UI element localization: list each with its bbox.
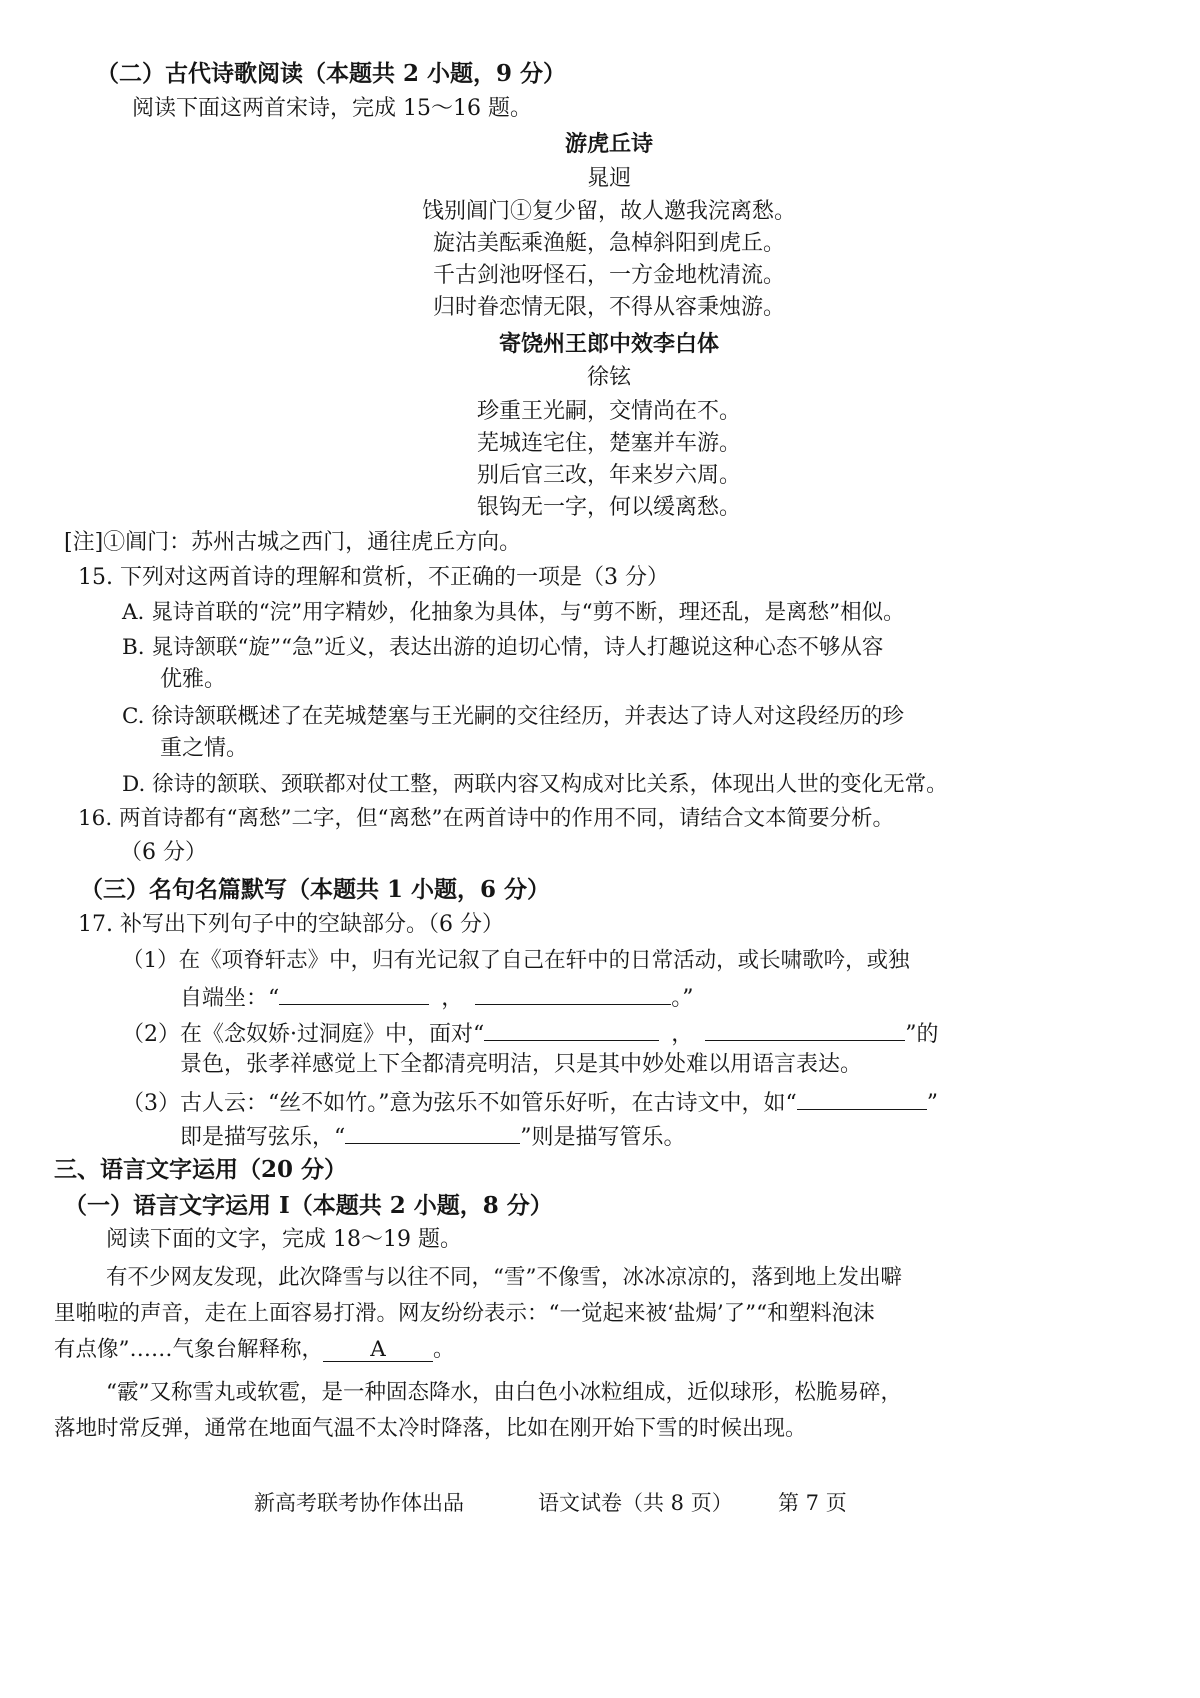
answer-blank[interactable] bbox=[475, 984, 671, 1005]
question-17-part3 bbox=[122, 1089, 938, 1115]
question-17-part2-text: （2）在《念奴娇·过洞庭》中，面对“ bbox=[122, 1022, 485, 1047]
question-15-option-d: D. 徐诗的颔联、颈联都对仗工整，两联内容又构成对比关系，体现出人世的变化无常。 bbox=[122, 772, 948, 797]
question-15-stem: 15. 下列对这两首诗的理解和赏析，不正确的一项是（3 分） bbox=[78, 565, 669, 590]
question-16-points: （6 分） bbox=[120, 840, 207, 865]
answer-blank[interactable] bbox=[797, 1089, 927, 1110]
answer-blank[interactable] bbox=[279, 984, 429, 1005]
subsection-heading: （一）语言文字运用 Ⅰ（本题共 2 小题，8 分） bbox=[64, 1192, 553, 1219]
comma: ， bbox=[671, 1022, 694, 1047]
section-heading-recitation: （三）名句名篇默写（本题共 1 小题，6 分） bbox=[80, 876, 551, 903]
footnote: [注]①阊门：苏州古城之西门，通往虎丘方向。 bbox=[64, 530, 522, 555]
poem2-line: 别后官三改，年来岁六周。 bbox=[476, 463, 741, 488]
question-15-option-b: B. 晁诗颔联“旋”“急”近义，表达出游的迫切心情，诗人打趣说这种心态不够从容 bbox=[122, 635, 884, 660]
passage-line-blank-a bbox=[54, 1339, 455, 1362]
poem1-line: 饯别阊门①复少留，故人邀我浣离愁。 bbox=[421, 199, 796, 224]
period: 。 bbox=[433, 1337, 455, 1362]
question-17-part3-text: （3）古人云：“丝不如竹。”意为弦乐不如管乐好听，在古诗文中，如“ bbox=[122, 1091, 797, 1116]
poem2-line: 银钩无一字，何以缓离愁。 bbox=[476, 495, 741, 520]
poem1-line: 千古剑池呀怪石，一方金地枕清流。 bbox=[432, 263, 785, 288]
footer-paper: 语文试卷（共 8 页） bbox=[538, 1491, 733, 1515]
quote-open: 自端坐：“ bbox=[180, 986, 280, 1011]
poetry-intro: 阅读下面这两首宋诗，完成 15～16 题。 bbox=[132, 96, 532, 121]
question-15-option-a: A. 晁诗首联的“浣”用字精妙，化抽象为具体，与“剪不断，理还乱，是离愁”相似。 bbox=[122, 600, 905, 625]
question-17-part1: （1）在《项脊轩志》中，归有光记叙了自己在轩中的日常活动，或长啸歌吟，或独 bbox=[122, 948, 910, 973]
question-17-part2-cont: 景色，张孝祥感觉上下全都清亮明洁，只是其中妙处难以用语言表达。 bbox=[180, 1052, 863, 1077]
question-17-part3-cont bbox=[180, 1123, 686, 1149]
passage-line: 有不少网友发现，此次降雪与以往不同，“雪”不像雪，冰冰凉凉的，落到地上发出噼 bbox=[106, 1265, 902, 1290]
poem1-title: 游虎丘诗 bbox=[564, 131, 653, 157]
passage-text: 有点像”……气象台解释称， bbox=[54, 1337, 323, 1362]
answer-blank-a[interactable]: A bbox=[323, 1339, 433, 1362]
answer-blank[interactable] bbox=[484, 1020, 659, 1041]
question-17-part3-cont-text: 即是描写弦乐，“ bbox=[180, 1125, 346, 1150]
question-16-stem: 16. 两首诗都有“离愁”二字，但“离愁”在两首诗中的作用不同，请结合文本简要分析。 bbox=[78, 806, 894, 831]
question-17-stem: 17. 补写出下列句子中的空缺部分。（6 分） bbox=[78, 912, 504, 937]
poem2-line: 芜城连宅住，楚塞并车游。 bbox=[476, 431, 741, 456]
passage-line: “霰”又称雪丸或软雹，是一种固态降水，由白色小冰粒组成，近似球形，松脆易碎， bbox=[106, 1380, 902, 1405]
poem2-author: 徐铉 bbox=[586, 365, 631, 390]
question-15-option-c-cont: 重之情。 bbox=[160, 736, 249, 761]
poem1-line: 旋沽美酝乘渔艇，急棹斜阳到虎丘。 bbox=[432, 231, 785, 256]
comma: ， bbox=[441, 986, 464, 1011]
passage-line: 落地时常反弹，通常在地面气温不太冷时降落，比如在刚开始下雪的时候出现。 bbox=[54, 1416, 807, 1441]
question-15-option-b-cont: 优雅。 bbox=[160, 667, 227, 692]
question-17-part1-blanks bbox=[180, 984, 694, 1010]
poem2-title: 寄饶州王郎中效李白体 bbox=[498, 331, 719, 357]
subsection-intro: 阅读下面的文字，完成 18～19 题。 bbox=[106, 1227, 462, 1252]
passage-line: 里啪啦的声音，走在上面容易打滑。网友纷纷表示：“一觉起来被‘盐焗’了”“和塑料泡沫 bbox=[54, 1301, 875, 1326]
quote-close: ” bbox=[926, 1091, 938, 1116]
question-15-option-c: C. 徐诗颔联概述了在芜城楚塞与王光嗣的交往经历，并表达了诗人对这段经历的珍 bbox=[122, 704, 904, 729]
poem2-line: 珍重王光嗣，交情尚在不。 bbox=[476, 399, 741, 424]
question-17-part2 bbox=[122, 1020, 939, 1046]
question-17-part2-suffix: ”的 bbox=[905, 1022, 939, 1047]
answer-blank[interactable] bbox=[345, 1123, 520, 1144]
poem1-author: 晁迥 bbox=[586, 166, 631, 191]
footer-page-number: 第 7 页 bbox=[778, 1491, 847, 1515]
poem1-line: 归时眷恋情无限，不得从容秉烛游。 bbox=[432, 295, 785, 320]
section-heading-poetry: （二）古代诗歌阅读（本题共 2 小题，9 分） bbox=[96, 60, 567, 87]
part-heading-language: 三、语言文字运用（20 分） bbox=[54, 1156, 348, 1183]
quote-close: 。” bbox=[671, 986, 694, 1011]
question-17-part3-cont-suffix: ”则是描写管乐。 bbox=[520, 1125, 686, 1150]
footer-publisher: 新高考联考协作体出品 bbox=[254, 1491, 464, 1515]
answer-blank[interactable] bbox=[705, 1020, 905, 1041]
